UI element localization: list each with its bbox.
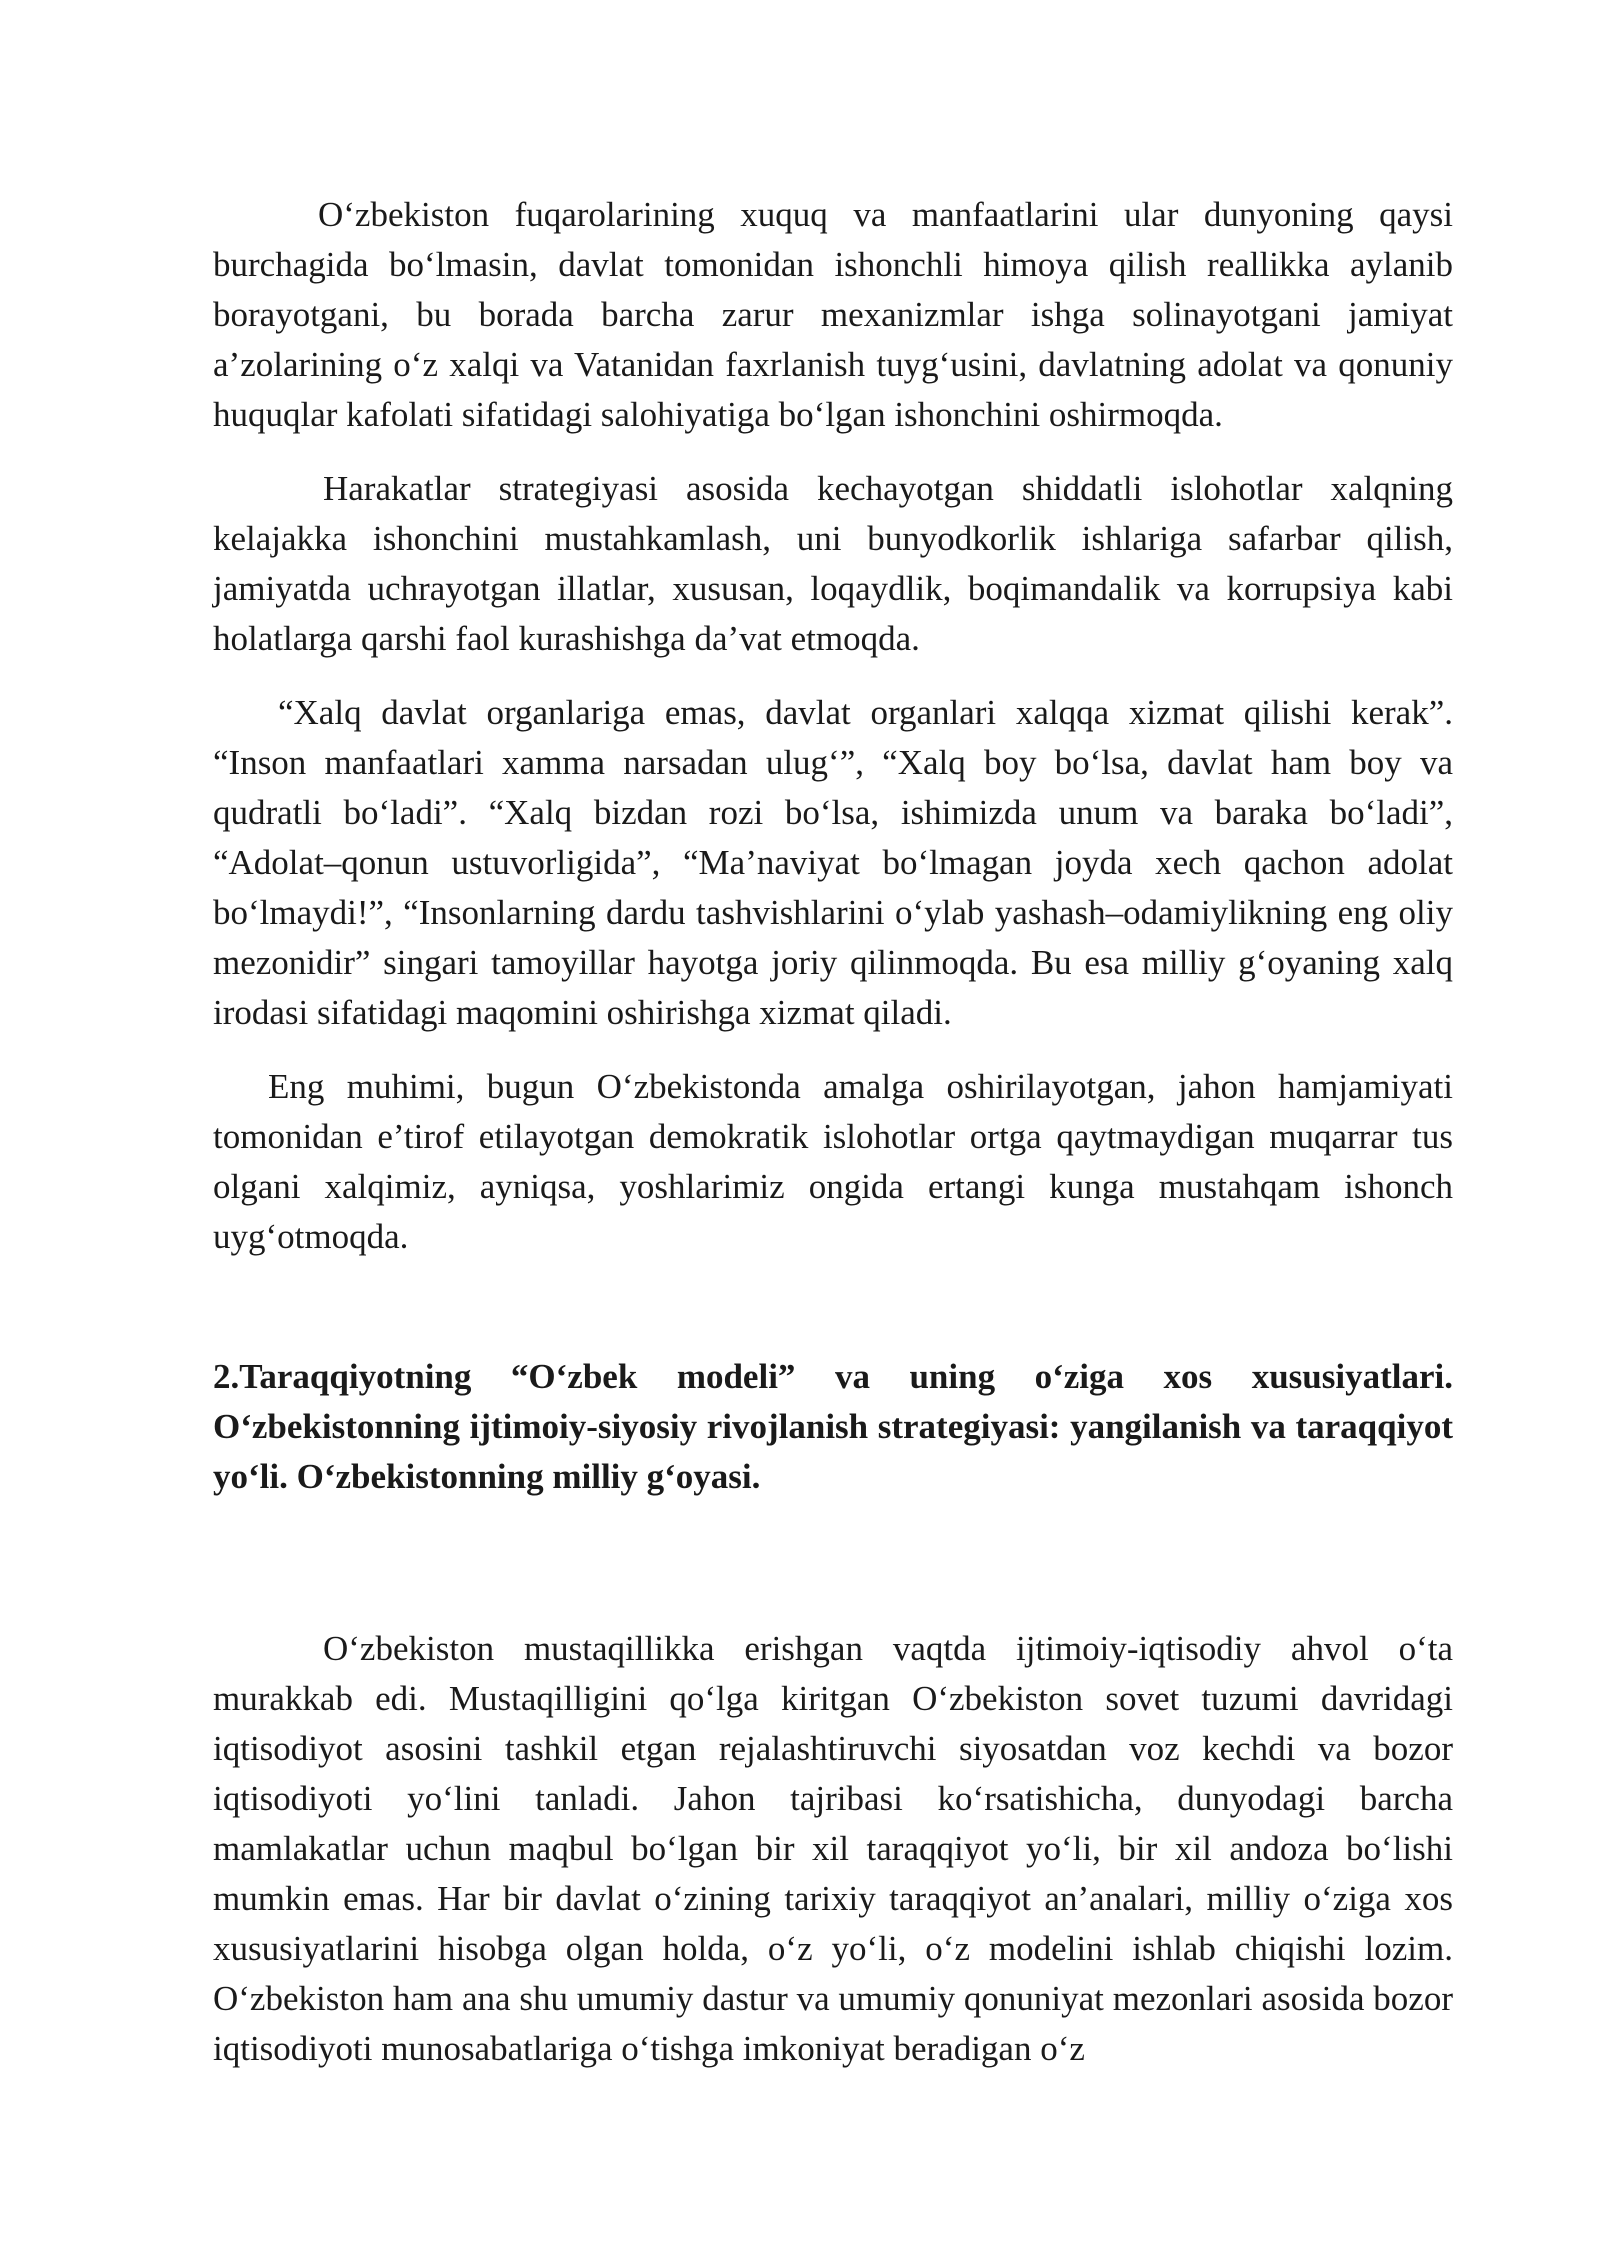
paragraph-independence-economy: O‘zbekiston mustaqillikka erishgan vaqtda ijtimoiy-iqtisodiy ahvol o‘ta murakkab edi. Mustaqilligini qo‘lga kiritgan O‘zbekiston sovet tuzumi davridagi iqtisodiyot asosini tashkil etgan rejalashtiruvchi siyosatdan voz kechdi va bozor iqtisodiyoti yo‘lini tanladi. Jahon tajribasi ko‘rsatishicha, dunyodagi barcha mamlakatlar uchun maqbul bo‘lgan bir xil taraqqiyot yo‘li, bir xil andoza bo‘lishi mumkin emas. Har bir davlat o‘zining tarixiy taraqqiyot an’analari, milliy o‘ziga xos xususiyatlarini hisobga olgan holda, o‘z yo‘li, o‘z modelini ishlab chiqishi lozim. O‘zbekiston ham ana shu umumiy dastur va umumiy qonuniyat mezonlari asosida bozor iqtisodiyoti munosabatlariga o‘tishga imkoniyat beradigan o‘z bbox=[213, 1629, 1453, 2068]
paragraph-principles-quotes: “Xalq davlat organlariga emas, davlat organlari xalqqa xizmat qilishi kerak”. “Inson manfaatlari xamma narsadan ulug‘”, “Xalq boy bo‘lsa, davlat ham boy va qudratli bo‘ladi”. “Xalq bizdan rozi bo‘lsa, ishimizda unum va baraka bo‘ladi”, “Adolat–qonun ustuvorligida”, “Ma’naviyat bo‘lmagan joyda xech qachon adolat bo‘lmaydi!”, “Insonlarning dardu tashvishlarini o‘ylab yashash–odamiylikning eng oliy mezonidir” singari tamoyillar hayotga joriy qilinmoqda. Bu esa milliy g‘oyaning xalq irodasi sifatidagi maqomini oshirishga xizmat qiladi. bbox=[213, 693, 1453, 1032]
paragraph-citizens-rights: O‘zbekiston fuqarolarining xuquq va manfaatlarini ular dunyoning qaysi burchagida bo‘lmasin, davlat tomonidan ishonchli himoya qilish reallikka aylanib borayotgani, bu borada barcha zarur mexanizmlar ishga solinayotgani jamiyat a’zolarining o‘z xalqi va Vatanidan faxrlanish tuyg‘usini, davlatning adolat va qonuniy huquqlar kafolati sifatidagi salohiyatiga bo‘lgan ishonchini oshirmoqda. bbox=[213, 195, 1453, 434]
paragraph-democratic-reforms: Eng muhimi, bugun O‘zbekistonda amalga oshirilayotgan, jahon hamjamiyati tomonidan e’tirof etilayotgan demokratik islohotlar ortga qaytmaydigan muqarrar tus olgani xalqimiz, ayniqsa, yoshlarimiz ongida ertangi kunga mustahqam ishonch uyg‘otmoqda. bbox=[213, 1067, 1453, 1256]
paragraph-action-strategy: Harakatlar strategiyasi asosida kechayotgan shiddatli islohotlar xalqning kelajakka ishonchini mustahkamlash, uni bunyodkorlik ishlariga safarbar qilish, jamiyatda uchrayotgan illatlar, xususan, loqaydlik, boqimandalik va korrupsiya kabi holatlarga qarshi faol kurashishga da’vat etmoqda. bbox=[213, 469, 1453, 658]
section-heading: 2.Taraqqiyotning “O‘zbek modeli” va uning o‘ziga xos xususiyatlari. O‘zbekistonning ijtimoiy-siyosiy rivojlanish strategiyasi: yangilanish va taraqqiyot yo‘li. O‘zbekistonning milliy g‘oyasi. bbox=[213, 1357, 1453, 1496]
document-page bbox=[213, 190, 1453, 2074]
